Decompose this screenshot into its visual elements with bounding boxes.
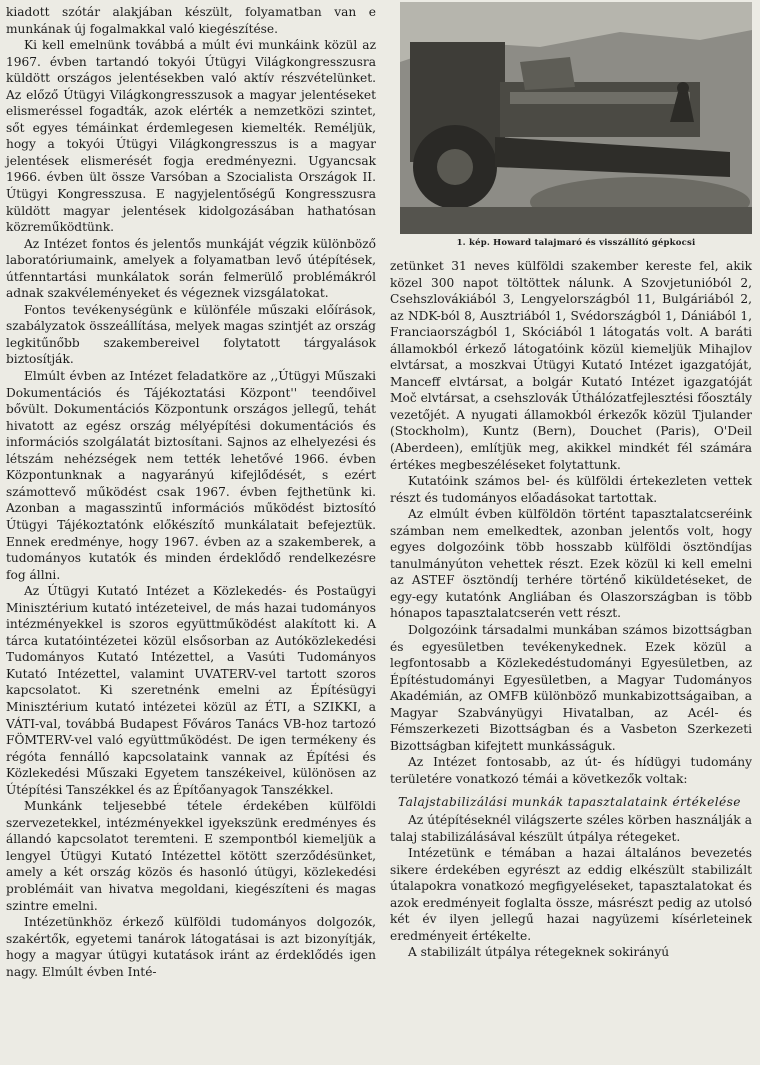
paragraph: Munkánk teljesebbé tétele érdekében külföldi szervezetekkel, intézményekkel igyekszünk eredményes és állandó kapcsolatot teremteni. E szempontból kiemeljük a lengyel Útügyi Kutató Intézettel kötött szerződésünket, amely a két ország közös és hasonló útügyi, közlekedési problémáit van hivatva megoldani, kiegészíteni és magas szintre emelni.	[6, 799, 376, 913]
paragraph: Ki kell emelnünk továbbá a múlt évi munkáink közül az 1967. évben tartandó tokyói Útügyi Világkongresszusra küldött országos jelentésekben való aktív részvételünket. Az előző Útügyi Világkongresszusok a magyar jelentéseket elismeréssel fogadták, azok elérték a nemzetközi szintet, sőt egyes témáinkat érdemlegesen kiemelték. Reméljük, hogy a tokyói Útügyi Világkongresszus is a magyar jelentések elismerését fogja eredményezni. Ugyancsak 1966. évben ült össze Varsóban a Szocialista Országok II. Útügyi Kongresszusa. E nagyjelentőségű Kongresszusra küldött magyar jelentések kidolgozásában hathatósan közreműködtünk.	[6, 38, 376, 235]
paragraph: Dolgozóink társadalmi munkában számos bizottságban és egyesületben tevékenykednek. Ezek közül a legfontosabb a Közlekedéstudományi Egyesületben, az Építéstudományi Egyesületben, a Magyar Tudományos Akadémián, az OMFB különböző munkabizottságaiban, a Magyar Szabványügyi Hivatalban, az Acél- és Fémszerkezeti Bizottságban és a Vasbeton Szerkezeti Bizottságban kifejtett munkásságuk.	[390, 623, 752, 753]
paragraph: Az Intézet fontosabb, az út- és hídügyi tudomány területére vonatkozó témái a következők voltak:	[390, 755, 752, 786]
photo-howard-soil-mixer	[400, 2, 752, 234]
left-column	[6, 4, 376, 980]
photo-illustration	[400, 2, 752, 234]
paragraph: zetünket 31 neves külföldi szakember kereste fel, akik közel 300 napot töltöttek nálunk. A Szovjetunióból 2, Csehszlovákiából 3, Lengyelországból 11, Bulgáriából 2, az NDK-ból 8, Ausztriából 1, Svédországból 1, Dániából 1, Franciaországból 1, Skóciából 1 látogatás volt. A baráti államokból érkező látogatóink közül kiemeljük Mihajlov elvtársat, a moszkvai Útügyi Kutató Intézet igazgatóját, Manceff elvtársat, a bolgár Kutató Intézet igazgatóját Moč elvtársat, a csehszlovák Úthálózatfejlesztési főosztály vezetőjét. A nyugati államokból érkezők közül Tjulander (Stockholm), Kuntz (Bern), Douchet (Paris), O'Deil (Aberdeen), említjük meg, akikkel mindkét fél számára értékes megbeszéléseket folytattunk.	[390, 259, 752, 472]
photo-caption: 1. kép. Howard talajmaró és visszállító gépkocsi	[456, 238, 696, 248]
paragraph: Intézetünk e témában a hazai általános bevezetés sikere érdekében egyrészt az eddig elkészült stabilizált útalapokra vonatkozó megfigyeléseket, tapasztalatokat és azok eredményeit foglalta össze, másrészt pedig az utolsó két év ilyen jellegű hazai nagyüzemi kísérleteinek eredményeit értékelte.	[390, 846, 752, 943]
paragraph: Intézetünkhöz érkező külföldi tudományos dolgozók, szakértők, egyetemi tanárok látogatásai is azt bizonyítják, hogy a magyar útügyi kutatások iránt az érdeklődés igen nagy. Elmúlt évben Inté-	[6, 915, 376, 979]
paragraph: kiadott szótár alakjában készült, folyamatban van e munkának új fogalmakkal való kiegészítése.	[6, 5, 376, 36]
paragraph: Az útépítéseknél világszerte széles körben használják a talaj stabilizálásával készült útpálya rétegeket.	[390, 813, 752, 844]
paragraph: Az elmúlt évben külföldön történt tapasztalatcseréink számban nem emelkedtek, azonban jelentős volt, hogy egyes dolgozóink több hosszabb külföldi ösztöndíjas tanulmányúton vehettek részt. Ezek közül ki kell emelni az ASTEF ösztöndíj terhére történő kiküldetéseket, de egy-egy kutatónk Angliában és Olaszországban is több hónapos tapasztalatcserén vett részt.	[390, 507, 752, 621]
paragraph: Az Útügyi Kutató Intézet a Közlekedés- és Postaügyi Minisztérium kutató intézeteivel, de más hazai tudományos intézményekkel is szoros együttműködést alakított ki. A tárca kutatóintézetei közül elsősorban az Autóközlekedési Tudományos Kutató Intézettel, a Vasúti Tudományos Kutató Intézettel, valamint UVATERV-vel tartott szoros kapcsolatot. Ki szeretnénk emelni az Építésügyi Minisztérium kutató intézetei közül az ÉTI, a SZIKKI, a VÁTI-val, továbbá Budapest Főváros Tanács VB-hoz tartozó FÖMTERV-vel való együttműködést. De igen termékeny és régóta fennálló kapcsolataink vannak az Építési és Közlekedési Műszaki Egyetem tanszékeivel, különösen az Útépítési Tanszékkel és az Építőanyagok Tanszékkel.	[6, 584, 376, 797]
paragraph: A stabilizált útpálya rétegeknek sokirányú	[408, 945, 670, 960]
paragraph: Elmúlt évben az Intézet feladatköre az ,,Útügyi Műszaki Dokumentációs és Tájékoztatási Központ'' teendőivel bővült. Dokumentációs Központunk országos jellegű, tehát hivatott az egész ország mélyépítési dokumentációs és információs szolgálatát biztosítani. Sajnos az elhelyezési és létszám nehézségek nem tették lehetővé 1966. évben Központunknak a nagyarányú kifejlődését, s ezért számottevő működést csak 1967. évben fejthetünk ki. Azonban a magasszintű információs működést biztosító Útügyi Tájékoztatónk előkészítő munkálatait befejeztük. Ennek eredménye, hogy 1967. évben az a szakemberek, a tudományos kutatók és minden érdeklődő rendelkezésre fog állni.	[6, 369, 376, 582]
right-column	[390, 258, 752, 961]
section-heading: Talajstabilizálási munkák tapasztalataink értékelése	[398, 794, 741, 809]
paragraph: Fontos tevékenységünk e különféle műszaki előírások, szabályzatok összeállítása, melyek magas szintjét az ország legkitűnőbb szakembereivel folytatott tárgyalások biztosítják.	[6, 302, 376, 367]
paragraph: Kutatóink számos bel- és külföldi értekezleten vettek részt és tudományos előadásokat tartottak.	[390, 474, 752, 505]
paragraph: Az Intézet fontos és jelentős munkáját végzik különböző laboratóriumaink, amelyek a folyamatban levő útépítések, útfenntartási munkálatok során felmerülő problémákról adnak szakvéleményeket és végeznek vizsgálatokat.	[6, 236, 376, 301]
